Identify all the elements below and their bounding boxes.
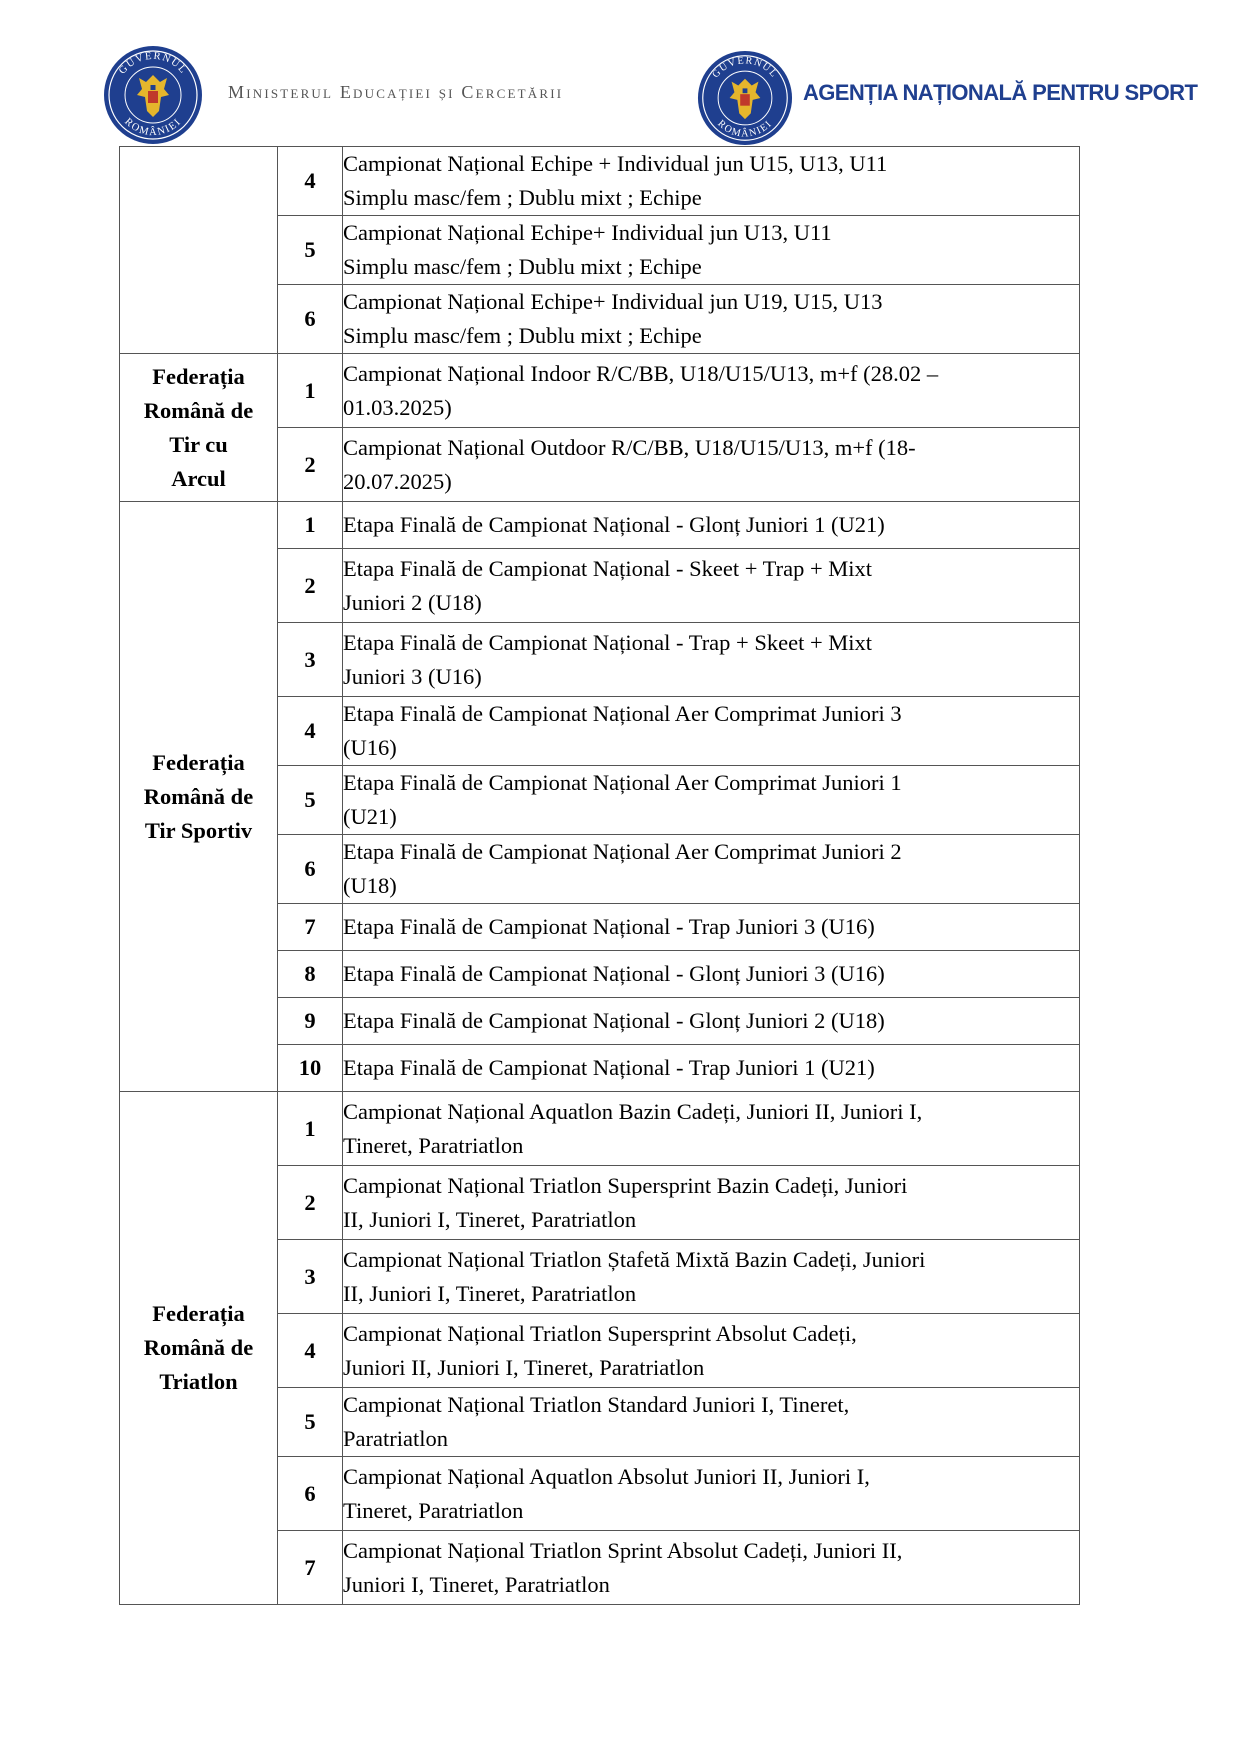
event-cell: Campionat Național Triatlon Ștafetă Mixtă Bazin Cadeți, Juniori II, Juniori I, Tineret, Paratriatlon: [343, 1240, 1080, 1314]
government-seal-left: [103, 45, 203, 145]
table-row: [120, 1092, 1080, 1166]
svg-text:ROMÂNIEI: ROMÂNIEI: [122, 116, 184, 139]
row-number: 2: [278, 549, 343, 623]
row-number: 4: [278, 147, 343, 216]
event-cell: Campionat Național Indoor R/C/BB, U18/U15/U13, m+f (28.02 – 01.03.2025): [343, 354, 1080, 428]
event-cell: Etapa Finală de Campionat Național Aer Comprimat Juniori 3 (U16): [343, 697, 1080, 766]
event-cell: Campionat Național Triatlon Standard Juniori I, Tineret, Paratriatlon: [343, 1388, 1080, 1457]
event-cell: Etapa Finală de Campionat Național - Glonț Juniori 2 (U18): [343, 998, 1080, 1045]
event-cell: Etapa Finală de Campionat Național - Skeet + Trap + Mixt Juniori 2 (U18): [343, 549, 1080, 623]
federation-cell: [120, 147, 278, 354]
svg-text:GUVERNUL: GUVERNUL: [710, 55, 780, 81]
row-number: 5: [278, 766, 343, 835]
championships-table: [119, 146, 1080, 1605]
row-number: 3: [278, 623, 343, 697]
event-cell: Etapa Finală de Campionat Național - Trap Juniori 3 (U16): [343, 904, 1080, 951]
federation-cell: Federația Română de Tir Sportiv: [120, 502, 278, 1092]
row-number: 2: [278, 428, 343, 502]
row-number: 6: [278, 835, 343, 904]
table-row: [120, 147, 1080, 216]
event-cell: Etapa Finală de Campionat Național - Trap Juniori 1 (U21): [343, 1045, 1080, 1092]
event-cell: Campionat Național Aquatlon Absolut Juniori II, Juniori I, Tineret, Paratriatlon: [343, 1457, 1080, 1531]
svg-text:GUVERNUL: GUVERNUL: [117, 50, 189, 77]
row-number: 4: [278, 697, 343, 766]
event-cell: Etapa Finală de Campionat Național - Glonț Juniori 3 (U16): [343, 951, 1080, 998]
row-number: 4: [278, 1314, 343, 1388]
event-cell: Etapa Finală de Campionat Național Aer Comprimat Juniori 1 (U21): [343, 766, 1080, 835]
row-number: 7: [278, 904, 343, 951]
event-cell: Campionat Național Outdoor R/C/BB, U18/U15/U13, m+f (18- 20.07.2025): [343, 428, 1080, 502]
event-cell: Campionat Național Echipe + Individual jun U15, U13, U11 Simplu masc/fem ; Dublu mixt ; Echipe: [343, 147, 1080, 216]
event-cell: Campionat Național Echipe+ Individual jun U19, U15, U13 Simplu masc/fem ; Dublu mixt ; Echipe: [343, 285, 1080, 354]
event-cell: Campionat Național Triatlon Sprint Absolut Cadeți, Juniori II, Juniori I, Tineret, Paratriatlon: [343, 1531, 1080, 1605]
event-cell: Campionat Național Triatlon Supersprint Bazin Cadeți, Juniori II, Juniori I, Tineret, Paratriatlon: [343, 1166, 1080, 1240]
agency-name: AGENȚIA NAȚIONALĂ PENTRU SPORT: [803, 80, 1198, 105]
row-number: 1: [278, 1092, 343, 1166]
event-cell: Campionat Național Aquatlon Bazin Cadeți, Juniori II, Juniori I, Tineret, Paratriatlon: [343, 1092, 1080, 1166]
federation-cell: Federația Română de Tir cu Arcul: [120, 354, 278, 502]
event-cell: Etapa Finală de Campionat Național - Glonț Juniori 1 (U21): [343, 502, 1080, 549]
row-number: 1: [278, 502, 343, 549]
row-number: 1: [278, 354, 343, 428]
row-number: 5: [278, 1388, 343, 1457]
row-number: 6: [278, 1457, 343, 1531]
row-number: 5: [278, 216, 343, 285]
table-row: [120, 502, 1080, 549]
row-number: 8: [278, 951, 343, 998]
row-number: 9: [278, 998, 343, 1045]
svg-text:ROMÂNIEI: ROMÂNIEI: [715, 118, 775, 140]
page-header: [0, 0, 1241, 150]
event-cell: Campionat Național Echipe+ Individual jun U13, U11 Simplu masc/fem ; Dublu mixt ; Echipe: [343, 216, 1080, 285]
row-number: 10: [278, 1045, 343, 1092]
government-seal-right: [697, 50, 793, 146]
row-number: 6: [278, 285, 343, 354]
event-cell: Campionat Național Triatlon Supersprint Absolut Cadeți, Juniori II, Juniori I, Tineret, Paratriatlon: [343, 1314, 1080, 1388]
table-row: [120, 354, 1080, 428]
event-cell: Etapa Finală de Campionat Național Aer Comprimat Juniori 2 (U18): [343, 835, 1080, 904]
ministry-name: Ministerul Educației și Cercetării: [228, 82, 564, 102]
row-number: 7: [278, 1531, 343, 1605]
event-cell: Etapa Finală de Campionat Național - Trap + Skeet + Mixt Juniori 3 (U16): [343, 623, 1080, 697]
row-number: 3: [278, 1240, 343, 1314]
row-number: 2: [278, 1166, 343, 1240]
federation-cell: Federația Română de Triatlon: [120, 1092, 278, 1605]
